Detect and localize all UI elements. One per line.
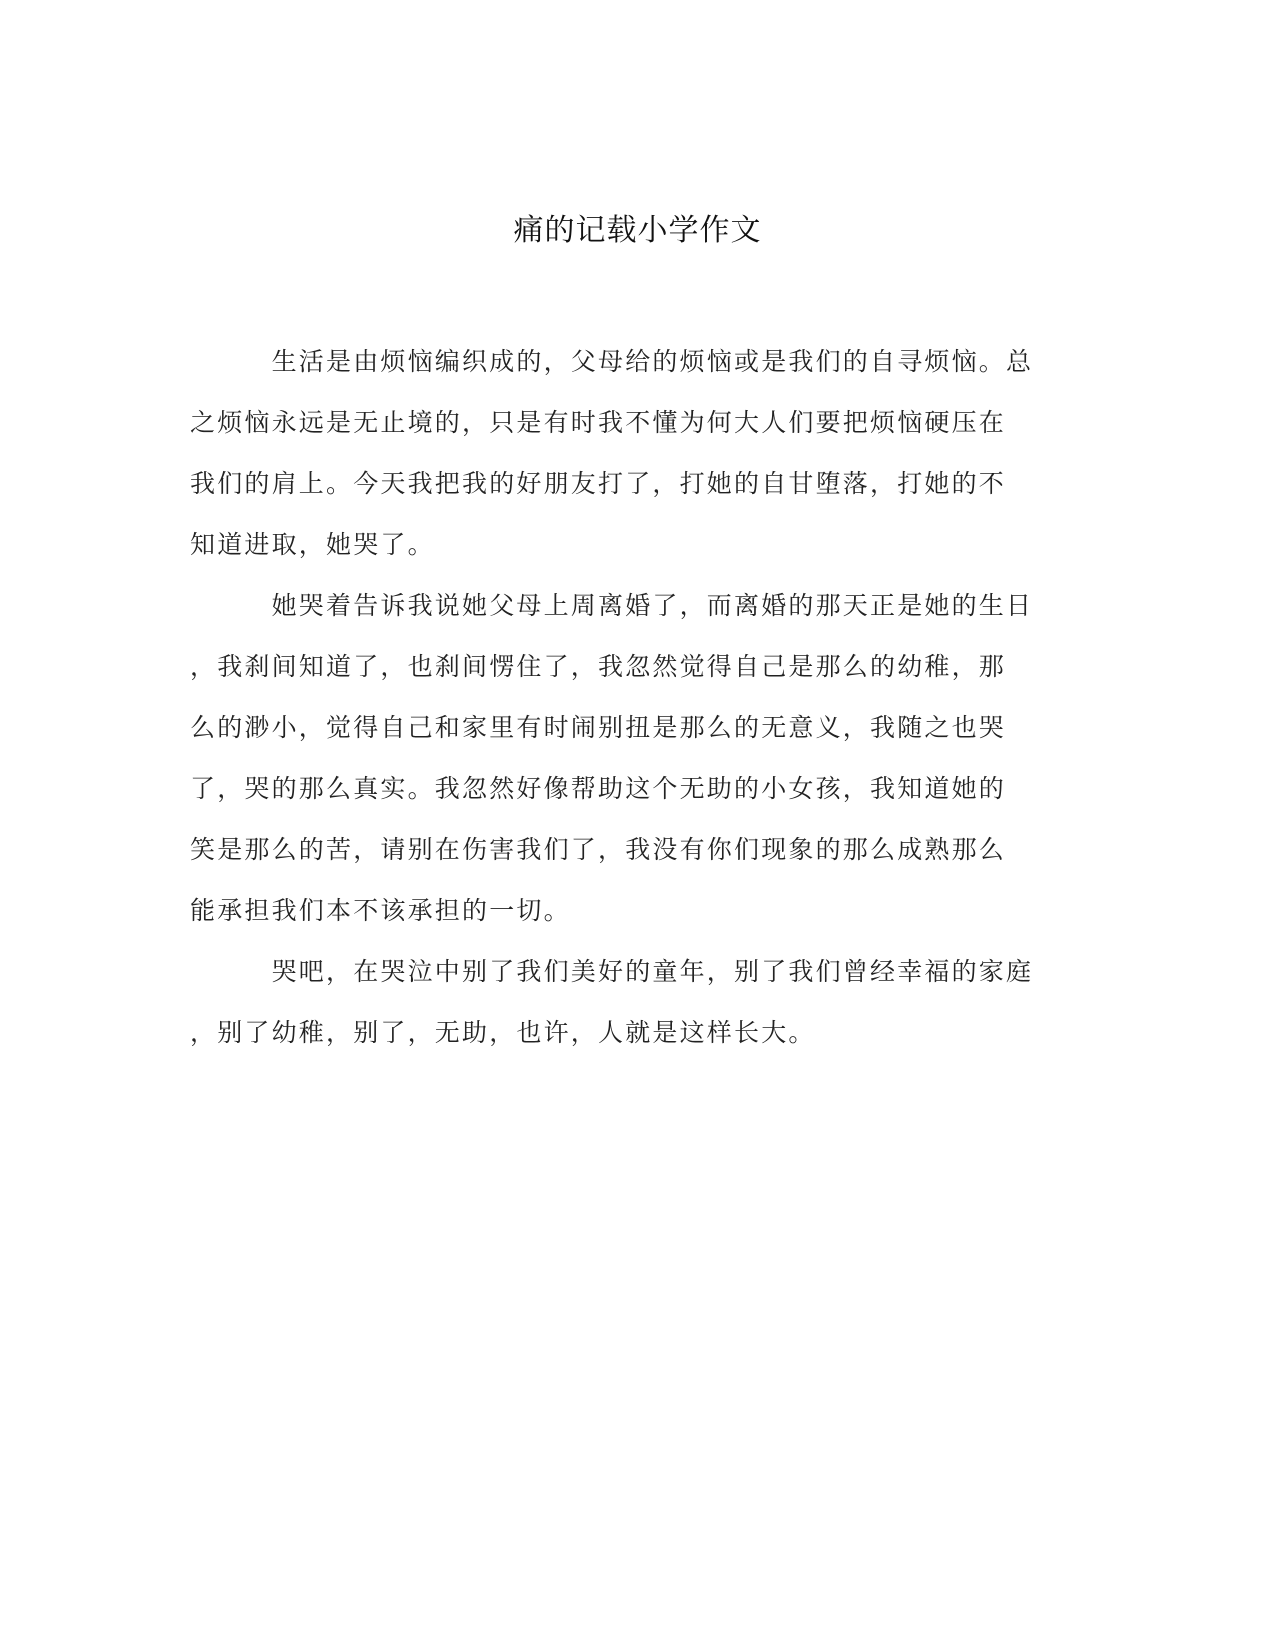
- text-line: 哭吧，在哭泣中别了我们美好的童年，别了我们曾经幸福的家庭: [190, 957, 1034, 986]
- text-line: 她哭着告诉我说她父母上周离婚了，而离婚的那天正是她的生日: [190, 591, 1034, 620]
- text-line: 之烦恼永远是无止境的，只是有时我不懂为何大人们要把烦恼硬压在: [190, 408, 1007, 437]
- text-line: 了，哭的那么真实。我忽然好像帮助这个无助的小女孩，我知道她的: [190, 774, 1007, 803]
- text-line: 生活是由烦恼编织成的，父母给的烦恼或是我们的自寻烦恼。总: [190, 347, 1034, 376]
- text-line: ，别了幼稚，别了，无助，也许，人就是这样长大。: [190, 1018, 816, 1047]
- document-title: 痛的记载小学作文: [513, 213, 762, 248]
- text-line: ，我刹间知道了，也刹间愣住了，我忽然觉得自己是那么的幼稚，那: [190, 652, 1007, 681]
- document-body: [190, 331, 1080, 1063]
- text-line: 笑是那么的苦，请别在伤害我们了，我没有你们现象的那么成熟那么: [190, 835, 1007, 864]
- text-line: 么的渺小，觉得自己和家里有时闹别扭是那么的无意义，我随之也哭: [190, 713, 1007, 742]
- text-line: 我们的肩上。今天我把我的好朋友打了，打她的自甘堕落，打她的不: [190, 469, 1007, 498]
- text-line: 能承担我们本不该承担的一切。: [190, 896, 571, 925]
- text-line: 知道进取，她哭了。: [190, 530, 435, 559]
